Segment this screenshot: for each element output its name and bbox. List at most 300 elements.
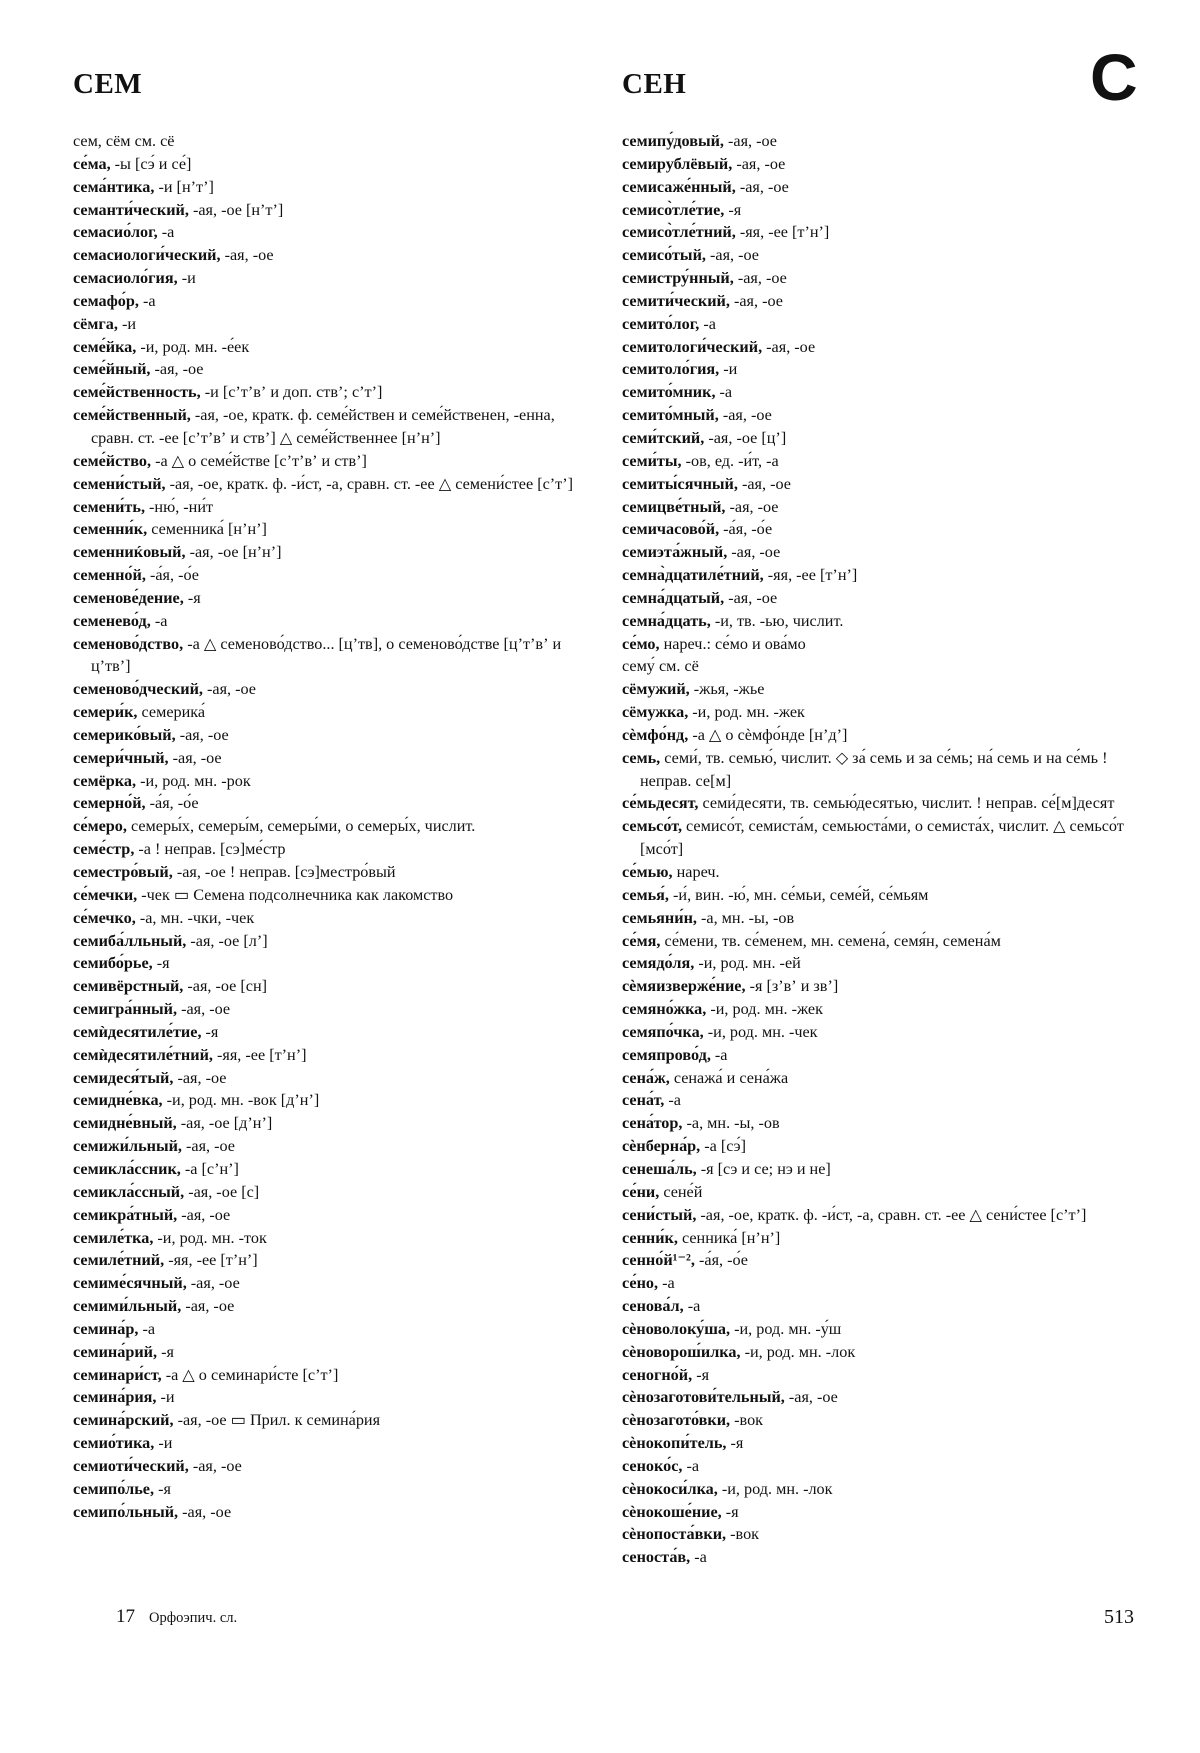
dictionary-entry (622, 678, 1138, 701)
entry-body: -ая, -ое (735, 177, 789, 196)
entry-body: -и, тв. -ью, числит. (710, 611, 844, 630)
dictionary-entry (622, 267, 1138, 290)
headword: семяпрово́д, (622, 1045, 711, 1064)
headword: сѐнокоше́ние, (622, 1502, 722, 1521)
entry-body: -ая, -ое (733, 269, 787, 288)
entry-body: семеры́х, семеры́м, семеры́ми, о семеры́х, числит. (126, 817, 476, 836)
entry-body: -а, мн. -чки, -чек (135, 908, 255, 927)
entry-body: -и́, вин. -ю́, мн. се́мьи, семе́й, се́мьям (668, 885, 929, 904)
headword: семна̀дцатиле́тний, (622, 566, 764, 585)
dictionary-entry (73, 838, 589, 861)
dictionary-entry (73, 1204, 589, 1227)
dictionary-entry (622, 701, 1138, 724)
entry-body: -и, род. мн. -жек (706, 1000, 823, 1019)
headword: сена́тор, (622, 1114, 683, 1133)
entry-body: -а (138, 1319, 156, 1338)
headword: сёмужий, (622, 680, 690, 699)
entry-body: -а △ о семинари́сте [сʼтʼ] (161, 1365, 339, 1384)
dictionary-entry (73, 221, 589, 244)
headword: семитоло́гия, (622, 360, 720, 379)
dictionary-entry (622, 1272, 1138, 1295)
headword: семенно́й, (73, 566, 146, 585)
headword: семинари́ст, (73, 1365, 162, 1384)
headword: семени́стый, (73, 474, 166, 493)
running-head-right: СЕН (622, 68, 687, 100)
dictionary-entry (73, 267, 589, 290)
dictionary-entry (622, 633, 1138, 656)
headword: семиле́тка, (73, 1228, 154, 1247)
headword: семибо́рье, (73, 954, 153, 973)
headword: семафо́р, (73, 291, 139, 310)
headword: семивёрстный, (73, 977, 184, 996)
headword: семенево́д, (73, 611, 151, 630)
dictionary-entry (622, 313, 1138, 336)
entry-body: -а (683, 1297, 701, 1316)
entry-body: -ая, -ое (220, 246, 274, 265)
dictionary-entry (622, 1135, 1138, 1158)
dictionary-entry (73, 404, 589, 450)
entry-body: -ая, -ое ▭ Прил. к семина́рия (173, 1411, 381, 1430)
entry-body: -ая, -ое [цʼ] (704, 428, 787, 447)
entry-body: -ая, -ое (177, 1205, 231, 1224)
entry-body: -а (150, 611, 168, 630)
dictionary-entry (622, 792, 1138, 815)
dictionary-entry (73, 907, 589, 930)
headword: сенеша́ль, (622, 1159, 697, 1178)
dictionary-entry (622, 1181, 1138, 1204)
headword: се́мя, (622, 931, 661, 950)
signature-mark (116, 1606, 237, 1628)
dictionary-entry (73, 861, 589, 884)
dictionary-entry (73, 1272, 589, 1295)
dictionary-entry (73, 358, 589, 381)
dictionary-entry (73, 1409, 589, 1432)
signature-number: 17 (116, 1606, 135, 1627)
dictionary-entry (622, 1409, 1138, 1432)
dictionary-entry (622, 1546, 1138, 1569)
entry-body: -яя, -ее [тʼнʼ] (763, 566, 858, 585)
entry-body: -и (719, 360, 738, 379)
entry-body: -чек ▭ Семена подсолнечника как лакомство (137, 885, 454, 904)
entry-body: семи́, тв. семью́, числит. ◇ за́ семь и за се́мь; на́ семь и на се́мь ! неправ. се[м] (640, 748, 1108, 790)
dictionary-entry (73, 130, 589, 153)
dictionary-entry (73, 587, 589, 610)
dictionary-entry (622, 1501, 1138, 1524)
dictionary-entry (622, 952, 1138, 975)
headword: семѝдесятиле́тие, (73, 1022, 202, 1041)
headword: семе́йственность, (73, 383, 201, 402)
entry-body: сенажа́ и сена́жа (669, 1068, 789, 1087)
headword: семе́йство, (73, 451, 152, 470)
entry-body: -а △ семеново́дство... [цʼтв], о семеново́дстве [цʼтʼвʼ и цʼтвʼ] (91, 634, 562, 676)
headword: семидне́вный, (73, 1114, 177, 1133)
headword: семина́рия, (73, 1388, 157, 1407)
entry-body: -яя, -ее [тʼнʼ] (212, 1045, 307, 1064)
dictionary-entry (73, 1158, 589, 1181)
headword: семикла́ссник, (73, 1159, 181, 1178)
dictionary-entry (622, 975, 1138, 998)
dictionary-entry (622, 1523, 1138, 1546)
headword: семяно́жка, (622, 1000, 707, 1019)
headword: семьсо́т, (622, 817, 682, 836)
headword: сеногно́й, (622, 1365, 693, 1384)
entry-body: нареч. (672, 863, 720, 881)
entry-body: -ая, -ое, кратк. ф. -и́ст, -а, сравн. ст. -ее △ семени́стее [сʼтʼ] (165, 474, 574, 493)
headword: семити́ческий, (622, 291, 730, 310)
headword: семипо́льный, (73, 1502, 179, 1521)
entry-body: -ая, -ое (168, 748, 222, 767)
dictionary-entry (73, 1181, 589, 1204)
dictionary-entry (73, 815, 589, 838)
entry-body: -я (183, 588, 201, 607)
entry-body: -ая, -ое [нʼнʼ] (185, 543, 282, 562)
headword: семасио́лог, (73, 223, 158, 242)
dictionary-entry (622, 1021, 1138, 1044)
headword: семе́йка, (73, 337, 137, 356)
signature-abbreviation: Орфоэпич. сл. (149, 1610, 238, 1626)
headword: семенове́дение, (73, 588, 184, 607)
headword: семерико́вый, (73, 725, 176, 744)
entry-body: -ая, -ое (173, 1068, 227, 1087)
entry-body: семи́десяти, тв. семью́десятью, числит. ! неправ. се́[м]десят (698, 794, 1115, 813)
headword: семиба́лльный, (73, 931, 187, 950)
entry-body: -я [сэ и се; нэ и не] (696, 1159, 831, 1178)
entry-body: -а (138, 291, 156, 310)
dictionary-entry (622, 1249, 1138, 1272)
entry-body: -и, род. мн. -е́ек (136, 337, 250, 356)
headword: семени́ть, (73, 497, 145, 516)
entry-body: сем, сём см. сё (73, 132, 175, 150)
headword: сѐнозагото́вки, (622, 1411, 731, 1430)
dictionary-entry (622, 998, 1138, 1021)
entry-body: -ая, -ое (784, 1388, 838, 1407)
dictionary-entry (622, 1067, 1138, 1090)
dictionary-entry (73, 1364, 589, 1387)
entry-body: -и, род. мн. -рок (136, 771, 251, 790)
dictionary-entry (622, 1341, 1138, 1364)
headword: семья́, (622, 885, 669, 904)
headword: семина́рий, (73, 1342, 158, 1361)
dictionary-entry (73, 290, 589, 313)
entry-body: -ая, -ое (732, 154, 786, 173)
dictionary-entry (622, 404, 1138, 427)
entry-body: -ая, -ое (150, 360, 204, 379)
dictionary-entry (73, 998, 589, 1021)
dictionary-entry (73, 952, 589, 975)
entry-body: -я (152, 954, 170, 973)
headword: семикра́тный, (73, 1205, 178, 1224)
headword: се́мью, (622, 863, 673, 881)
headword: сема́нтика, (73, 177, 155, 196)
headword: семе́йный, (73, 360, 151, 379)
entry-body: -ая, -ое [с] (184, 1182, 260, 1201)
dictionary-entry (73, 1455, 589, 1478)
dictionary-entry (73, 1249, 589, 1272)
headword: семиоти́ческий, (73, 1456, 189, 1475)
dictionary-entry (622, 336, 1138, 359)
entry-body: -а [сʼнʼ] (180, 1159, 239, 1178)
entry-body: -я (724, 200, 742, 219)
headword: семи́ты, (622, 451, 682, 470)
headword: семери́к, (73, 703, 138, 722)
dictionary-entry (73, 633, 589, 679)
dictionary-entry (622, 1295, 1138, 1318)
dictionary-entry (622, 1227, 1138, 1250)
entry-body: -и, род. мн. -лок (717, 1479, 833, 1498)
dictionary-entry (73, 770, 589, 793)
dictionary-entry (73, 747, 589, 770)
dictionary-entry (622, 473, 1138, 496)
dictionary-entry (622, 130, 1138, 153)
dictionary-entry (622, 1089, 1138, 1112)
entry-body: -а, мн. -ы, -ов (696, 908, 795, 927)
entry-body: -и (154, 1434, 173, 1453)
entry-body: -а́я, -о́е (145, 794, 199, 813)
dictionary-entry (622, 1432, 1138, 1455)
dictionary-entry (73, 975, 589, 998)
headword: семестро́вый, (73, 863, 173, 881)
dictionary-entry (73, 1044, 589, 1067)
entry-body: -я (201, 1022, 219, 1041)
headword: семеново́дство, (73, 634, 184, 653)
entry-body: -и, род. мн. -жек (688, 703, 805, 722)
entry-body: -и, род. мн. -чек (703, 1022, 818, 1041)
headword: семипу́довый, (622, 132, 724, 150)
dictionary-entry (73, 678, 589, 701)
dictionary-entry (73, 1501, 589, 1524)
dictionary-entry (622, 610, 1138, 633)
dictionary-entry (622, 358, 1138, 381)
dictionary-entry (622, 176, 1138, 199)
dictionary-entry (622, 244, 1138, 267)
entry-body: -я (726, 1434, 744, 1453)
headword: семна́дцать, (622, 611, 711, 630)
entry-body: -ая, -ое (188, 1456, 242, 1475)
headword: семиле́тний, (73, 1251, 165, 1270)
dictionary-entry (622, 815, 1138, 861)
headword: се́меро, (73, 817, 127, 836)
dictionary-entry (73, 1135, 589, 1158)
entry-body: -я (721, 1502, 739, 1521)
running-head-left: СЕМ (73, 68, 143, 100)
headword: семио́тика, (73, 1434, 155, 1453)
entry-body: -и [сʼтʼвʼ и доп. ствʼ; сʼтʼ] (200, 383, 383, 402)
dictionary-entry (622, 496, 1138, 519)
headword: сенни́к, (622, 1228, 678, 1247)
entry-body: -и [нʼтʼ] (154, 177, 214, 196)
dictionary-entry (622, 381, 1138, 404)
headword: семна́дцатый, (622, 588, 725, 607)
headword: семими́льный, (73, 1297, 182, 1316)
dictionary-column-left (73, 130, 589, 1523)
entry-body: -а [сэ́] (700, 1137, 747, 1156)
headword: сенова́л, (622, 1297, 684, 1316)
entry-body: -и (156, 1388, 175, 1407)
dictionary-entry (622, 199, 1138, 222)
dictionary-entry (73, 336, 589, 359)
headword: семисо̀тле́тний, (622, 223, 736, 242)
headword: семина́р, (73, 1319, 139, 1338)
headword: сеноко́с, (622, 1456, 683, 1475)
dictionary-entry (73, 1318, 589, 1341)
dictionary-entry (73, 930, 589, 953)
headword: семицве́тный, (622, 497, 726, 516)
dictionary-entry (73, 724, 589, 747)
headword: семерно́й, (73, 794, 146, 813)
headword: семяпо́чка, (622, 1022, 704, 1041)
dictionary-entry (622, 450, 1138, 473)
dictionary-entry (73, 792, 589, 815)
entry-body: се́мени, тв. се́менем, мн. семена́, семя́н, семена́м (660, 931, 1001, 950)
headword: семь, (622, 748, 661, 767)
dictionary-entry (73, 564, 589, 587)
entry-body: -ая, -ое (727, 543, 781, 562)
headword: се́ни, (622, 1182, 660, 1201)
entry-body: -ая, -ое (723, 132, 777, 150)
entry-body: -ая, -ое [лʼ] (186, 931, 268, 950)
entry-body: -ая, -ое (729, 291, 783, 310)
headword: сѐмяизверже́ние, (622, 977, 746, 996)
entry-body: -а ! неправ. [сэ]ме́стр (134, 840, 286, 859)
headword: семядо́ля, (622, 954, 695, 973)
headword: семито́лог, (622, 314, 700, 333)
dictionary-entry (73, 1295, 589, 1318)
entry-body: -а △ о сѐмфо́нде [нʼдʼ] (688, 725, 848, 744)
headword: семидеся́тый, (73, 1068, 174, 1087)
dictionary-entry (622, 1158, 1138, 1181)
headword: сѐноворош́илка, (622, 1342, 741, 1361)
dictionary-entry (73, 153, 589, 176)
headword: семе́стр, (73, 840, 135, 859)
headword: семенни́к, (73, 520, 148, 539)
headword: семиэта́жный, (622, 543, 728, 562)
headword: сѐнокопи́тель, (622, 1434, 727, 1453)
headword: семижи́льный, (73, 1137, 182, 1156)
headword: сѐнберна́р, (622, 1137, 701, 1156)
dictionary-entry (73, 450, 589, 473)
entry-body: -а (664, 1091, 681, 1110)
headword: семипо́лье, (73, 1479, 155, 1498)
dictionary-entry (622, 930, 1138, 953)
entry-body: -я (154, 1479, 171, 1498)
entry-body: -яя, -ее [тʼнʼ] (164, 1251, 258, 1270)
entry-body: -ая, -ое, кратк. ф. семе́йствен и семе́йственен, -енна, сравн. ст. -ее [сʼтʼвʼ и ствʼ] △ семе́йственнее [нʼнʼ] (91, 406, 555, 447)
entry-body: -ая, -ое (724, 588, 778, 607)
dictionary-entry (622, 747, 1138, 793)
dictionary-entry (73, 518, 589, 541)
headword: сена́т, (622, 1091, 665, 1110)
entry-body: -ая, -ое (762, 337, 816, 356)
headword: се́мечки, (73, 885, 138, 904)
dictionary-entry (73, 496, 589, 519)
headword: семанти́ческий, (73, 200, 189, 219)
dictionary-entry (622, 1112, 1138, 1135)
section-letter: С (1090, 40, 1138, 114)
dictionary-entry (73, 884, 589, 907)
headword: семито́мник, (622, 383, 716, 402)
headword: семисо́тый, (622, 246, 706, 265)
dictionary-entry (73, 1089, 589, 1112)
headword: се́мечко, (73, 908, 136, 927)
dictionary-entry (73, 541, 589, 564)
entry-body: -ая, -ое (181, 1297, 235, 1316)
dictionary-entry (73, 1341, 589, 1364)
dictionary-entry (622, 1386, 1138, 1409)
dictionary-entry (622, 290, 1138, 313)
dictionary-entry (73, 244, 589, 267)
entry-body: семисо́т, семиста́м, семьюста́ми, о семиста́х, числит. △ семьсо́т [мсо́т] (640, 817, 1124, 859)
headword: се́мьдесят, (622, 794, 699, 813)
dictionary-entry (622, 1364, 1138, 1387)
headword: се́но, (622, 1274, 659, 1293)
dictionary-entry (73, 1021, 589, 1044)
headword: сеноста́в, (622, 1548, 691, 1567)
entry-body: -а, мн. -ы, -ов (682, 1114, 780, 1133)
headword: семистру́нный, (622, 269, 734, 288)
entry-body: -вок (730, 1411, 764, 1430)
entry-body: нареч.: се́мо и ова́мо (659, 634, 806, 653)
entry-body: сене́й (659, 1182, 703, 1201)
dictionary-entry (73, 1067, 589, 1090)
entry-body: сенника́ [нʼнʼ] (677, 1228, 781, 1247)
entry-body: -а (682, 1456, 700, 1475)
headword: семиты́сячный, (622, 474, 738, 493)
entry-body: -ая, -ое (737, 474, 791, 493)
entry-body: -и (177, 269, 196, 288)
dictionary-entry (622, 427, 1138, 450)
entry-body: -а (690, 1548, 707, 1567)
headword: семасиологи́ческий, (73, 246, 221, 265)
dictionary-entry (73, 1386, 589, 1409)
headword: семичасово́й, (622, 520, 720, 539)
headword: семикла́ссный, (73, 1182, 185, 1201)
entry-body: -ая, -ое [нʼтʼ] (188, 200, 284, 219)
dictionary-entry (622, 518, 1138, 541)
entry-body: -и, род. мн. -ток (153, 1228, 267, 1247)
headword: сёмга, (73, 314, 118, 333)
entry-body: -ая, -ое, кратк. ф. -и́ст, -а, сравн. ст. -ее △ сени́стее [сʼтʼ] (696, 1205, 1087, 1224)
entry-body: -а (658, 1274, 675, 1293)
dictionary-entry (622, 541, 1138, 564)
headword: сени́стый, (622, 1205, 697, 1224)
dictionary-column-right (622, 130, 1138, 1569)
entry-body: -ая, -ое (186, 1274, 240, 1293)
entry-body: -а́я, -о́е (719, 520, 773, 539)
dictionary-entry (73, 1478, 589, 1501)
dictionary-entry (622, 564, 1138, 587)
dictionary-entry (622, 724, 1138, 747)
dictionary-entry (622, 861, 1138, 884)
entry-body: -я (157, 1342, 174, 1361)
entry-body: -и, род. мн. -лок (740, 1342, 856, 1361)
headword: семито́мный, (622, 406, 719, 425)
dictionary-entry (622, 153, 1138, 176)
entry-body: -а́я, -о́е (145, 566, 199, 585)
entry-body: -ая, -ое (718, 406, 772, 425)
entry-body: -а (157, 223, 175, 242)
entry-body: -ов, ед. -и́т, -а (681, 451, 779, 470)
headword: се́мо, (622, 634, 660, 653)
entry-body: семенника́ [нʼнʼ] (147, 520, 267, 539)
headword: семи́тский, (622, 428, 705, 447)
dictionary-entry (73, 473, 589, 496)
entry-body: -ню́, -ни́т (145, 497, 214, 516)
headword: семеново́дческий, (73, 680, 203, 699)
entry-body: -и (117, 314, 136, 333)
entry-body: -ы [сэ́ и се́] (110, 154, 192, 173)
entry-body: -яя, -ее [тʼнʼ] (735, 223, 830, 242)
entry-body: -ая, -ое [дʼнʼ] (176, 1114, 273, 1133)
